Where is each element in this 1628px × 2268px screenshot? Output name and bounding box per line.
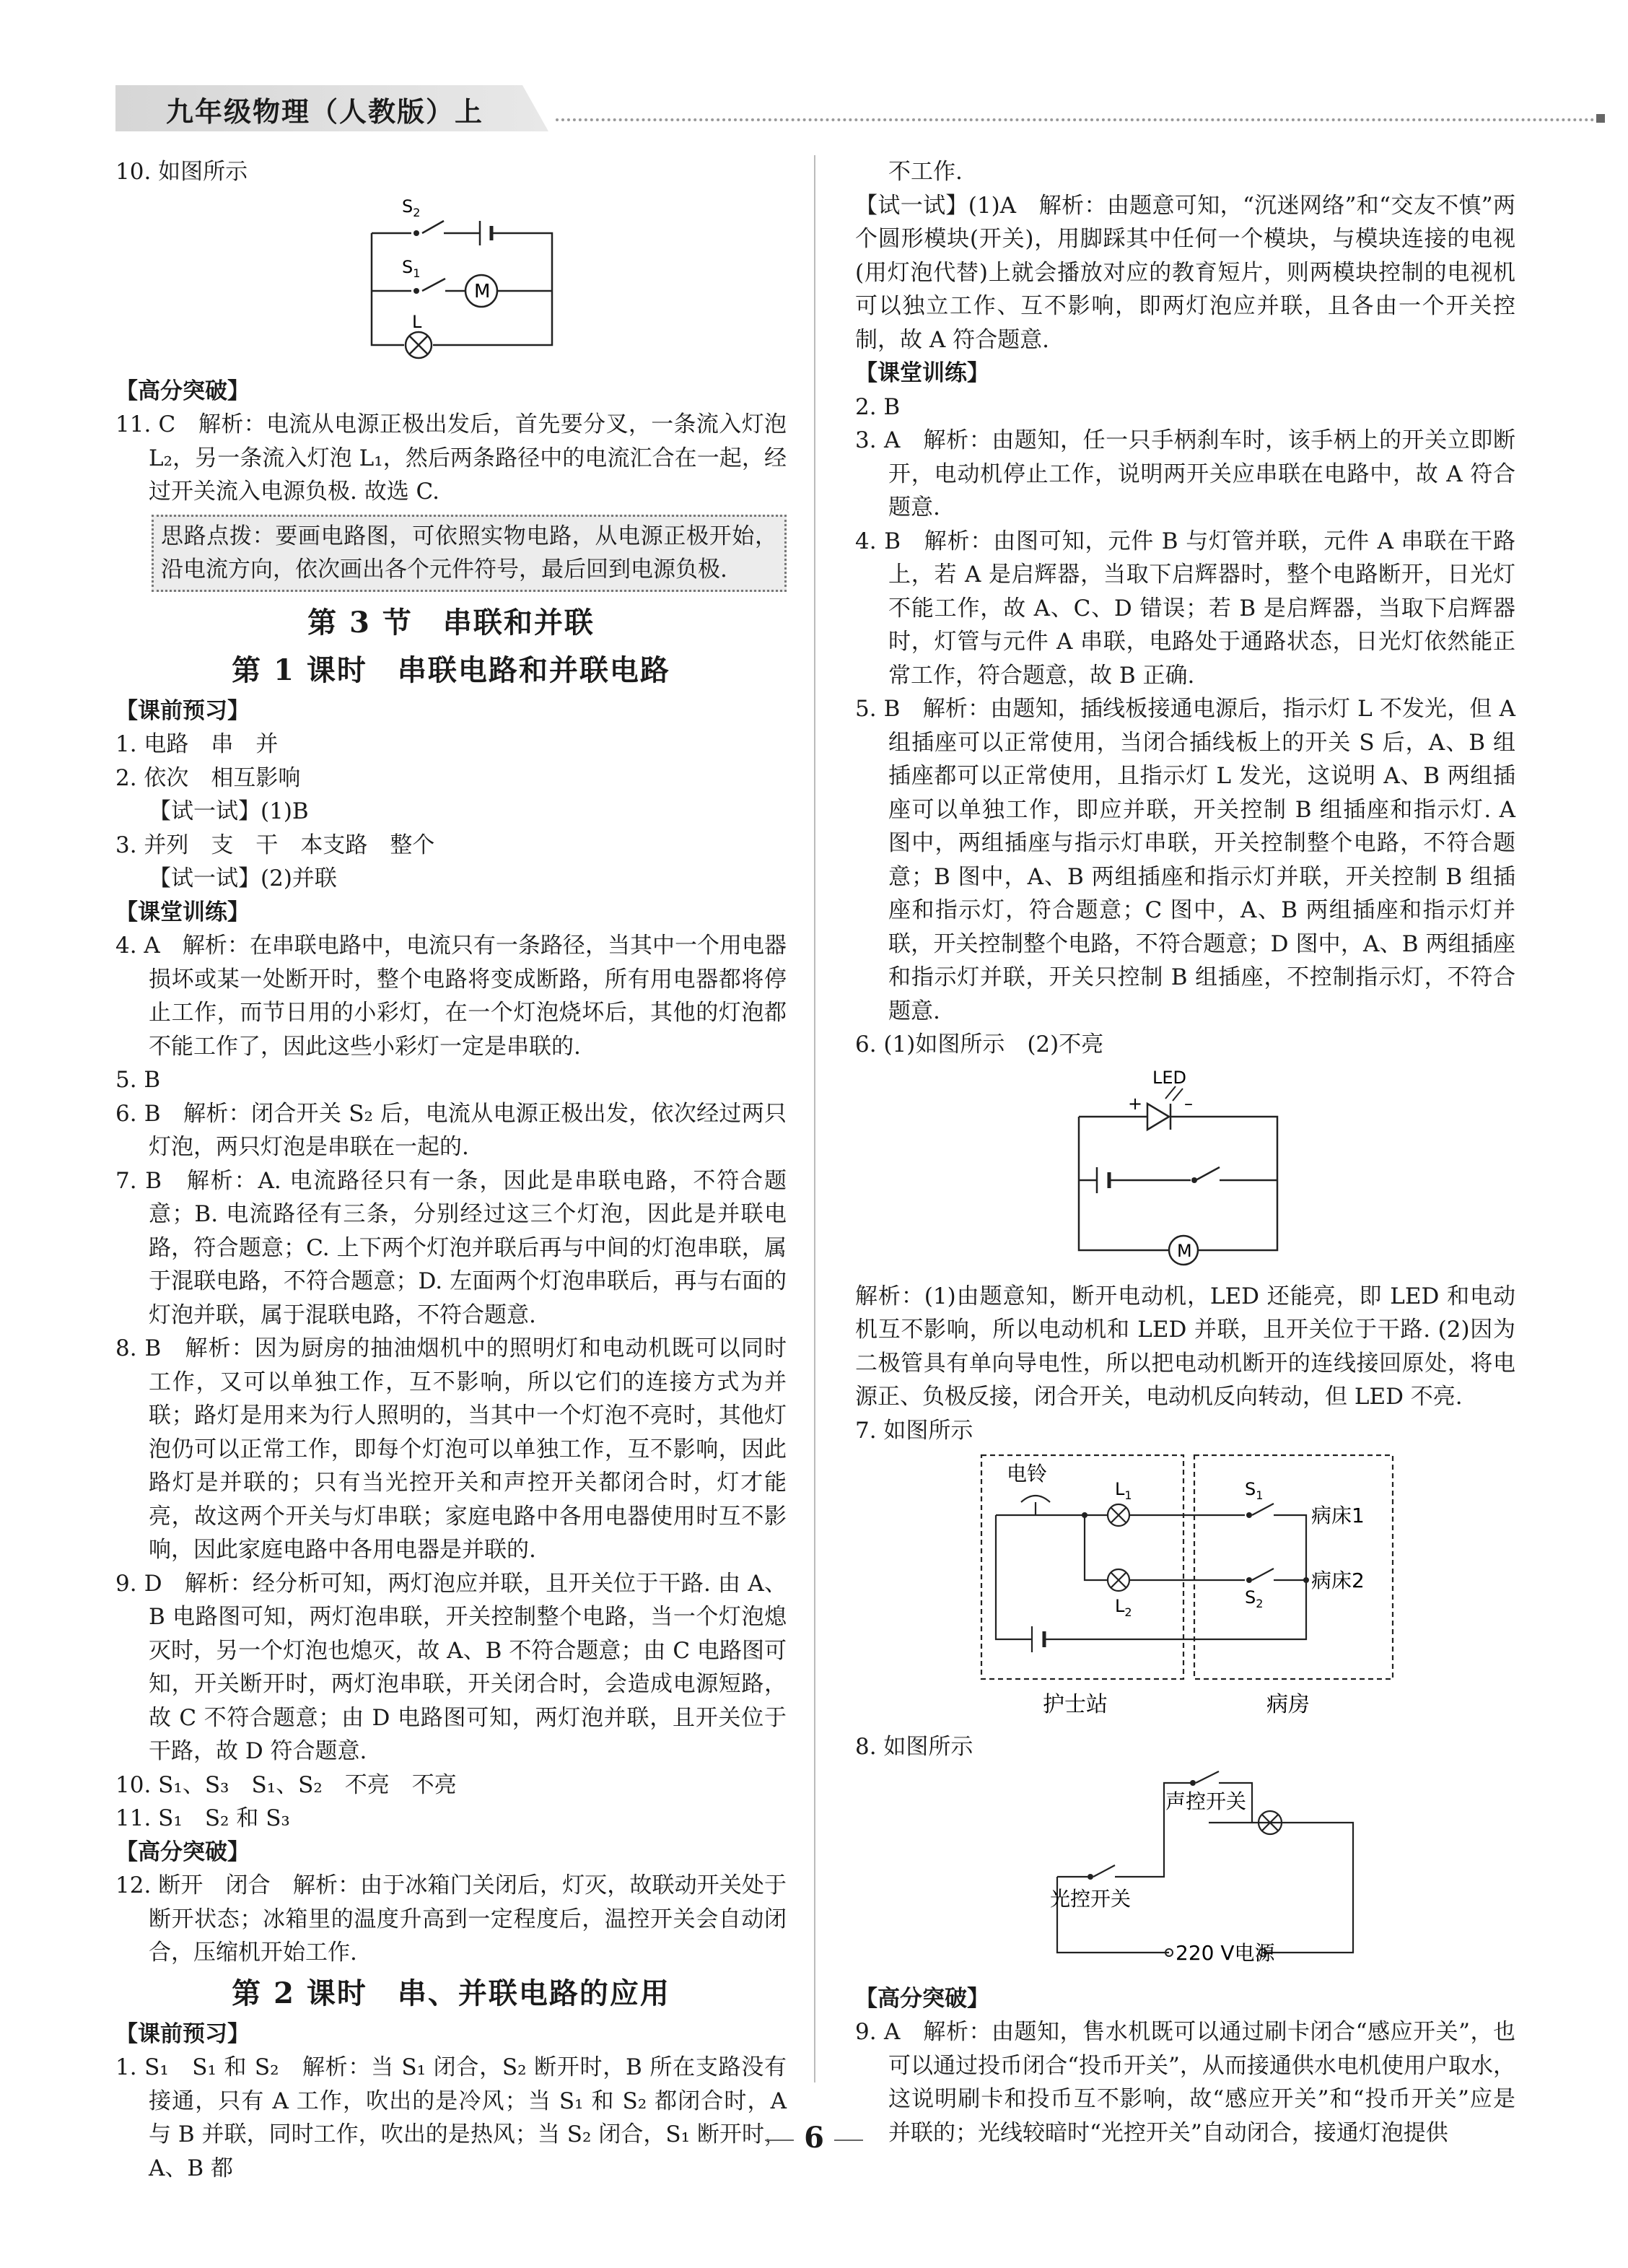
- wire: [1170, 1117, 1277, 1250]
- section-title-3: 第 3 节 串联和并联: [307, 605, 595, 640]
- wire: [1079, 1117, 1169, 1250]
- switch-s1-blade: [1252, 1504, 1274, 1515]
- label-sound-switch: 声控开关: [1165, 1789, 1247, 1813]
- label-light-switch: 光控开关: [1050, 1886, 1132, 1911]
- section-tag-high-score-r: 【高分突破】: [855, 1985, 989, 2012]
- answer-r3: 3. A 解析：由题知，任一只手柄刹车时，该手柄上的开关立即断开，电动机停止工作，说明两开关应串联在电路中，故 A 符合题意.: [855, 427, 1515, 520]
- switch-contact: [1246, 1512, 1252, 1518]
- figure-6-circuit: [1072, 1066, 1515, 1275]
- answer-5: 5. B: [115, 1067, 161, 1093]
- left-column: [115, 155, 787, 2185]
- answer-10b: 10. S₁、S₃ S₁、S₂ 不亮 不亮: [115, 1771, 457, 1798]
- lesson-title-2: 第 2 课时 串、并联电路的应用: [232, 1976, 670, 2010]
- ward-box: [1194, 1455, 1393, 1679]
- label-bell: 电铃: [1007, 1462, 1048, 1486]
- answer-r5: 5. B 解析：由题知，插线板接通电源后，指示灯 L 不发光，但 A 组插座可以正常使用，当闭合插线板上的开关 S 后，A、B 组插座都可以正常使用，且指示灯 L 发光，这说明 A、B 两组插座可以单独工作，即应并联，开关控制 B 组插座和指示灯. A 图中，两组插座与指示灯串联，开关控制整个电路，不符合题意；B 图中，A、B 两组插座和指示灯并联，开关控制 B 组插座和指示灯，符合题意；C 图中，A、B 两组插座和指示灯并联，开关控制整个电路，不符合题意；D 图中，A、B 两组插座和指示灯并联，开关只控制 B 组插座，不控制指示灯，不符合题意.: [855, 696, 1515, 1024]
- circuit-diagram-8: [1043, 1768, 1360, 1978]
- page-number-value: 6: [804, 2121, 824, 2155]
- label-l2: $L_2$: [1115, 1596, 1132, 1619]
- try-it-1: 【试一试】(1)B: [149, 798, 309, 824]
- answer-r7: 7. 如图所示: [855, 1417, 973, 1444]
- section-tag-preview-2: 【课前预习】: [115, 2020, 250, 2047]
- tip-box: 思路点拨：要画电路图，可依照实物电路，从电源正极开始，沿电流方向，依次画出各个元件符号，最后回到电源负极.: [152, 515, 787, 592]
- answer-r8: 8. 如图所示: [855, 1734, 973, 1760]
- led-arrows: [1165, 1086, 1183, 1101]
- label-s1: $S_1$: [402, 256, 421, 280]
- light-switch-blade: [1093, 1865, 1115, 1877]
- switch-contact: [1191, 1177, 1197, 1183]
- label-ward: 病房: [1266, 1692, 1310, 1717]
- try-it-2: 【试一试】(2)并联: [149, 865, 337, 891]
- section-tag-high-score-2: 【高分突破】: [115, 1839, 250, 1865]
- bell-base: [996, 1502, 1085, 1515]
- switch-contact: [413, 230, 419, 236]
- label-led: LED: [1152, 1067, 1187, 1088]
- circuit-diagram-7: [978, 1452, 1396, 1726]
- label-s1: $S_1$: [1245, 1479, 1264, 1502]
- circuit-diagram-6: [1072, 1066, 1288, 1275]
- answer-p1: 1. 电路 串 并: [115, 731, 279, 757]
- label-minus: –: [1184, 1093, 1193, 1114]
- section-tag-classroom: 【课堂训练】: [115, 899, 250, 925]
- junction-dot: [1082, 1512, 1087, 1518]
- answer-7: 7. B 解析：A. 电流路径只有一条，因此是串联电路，不符合题意；B. 电流路径有三条，分别经过这三个灯泡，因此是并联电路，符合题意；C. 上下两个灯泡并联后再与中间的灯泡串联，属于混联电路，不符合题意；D. 左面两个灯泡串联后，再与右面的灯泡并联，属于混联电路，不符合题意.: [115, 1167, 787, 1328]
- switch-blade: [1196, 1167, 1220, 1180]
- answer-p2: 2. 依次 相互影响: [115, 764, 301, 791]
- lamp-l2-cross: [1111, 1572, 1126, 1588]
- label-motor: M: [474, 280, 491, 302]
- switch-s2-blade: [422, 221, 444, 233]
- answer-r6-explanation: 解析：(1)由题意知，断开电动机，LED 还能亮，即 LED 和电动机互不影响，所以电动机和 LED 并联，且开关位于干路. (2)因为二极管具有单向导电性，所以把电动机断开的连线接回原处，将电源正、负极反接，闭合开关，电动机反向转动，但 LED 不亮.: [855, 1283, 1515, 1410]
- label-power: 220 V电源: [1176, 1940, 1275, 1965]
- page-number: [750, 2121, 878, 2155]
- continuation-text: 不工作.: [888, 159, 963, 185]
- wire: [1209, 1823, 1353, 1953]
- answer-12: 12. 断开 闭合 解析：由于冰箱门关闭后，灯灭，故联动开关处于断开状态；冰箱里的温度升高到一定程度后，温控开关会自动闭合，压缩机开始工作.: [115, 1872, 787, 1966]
- figure-8-circuit: [1043, 1768, 1515, 1978]
- dash-right: [834, 2140, 863, 2141]
- junction-dot: [1303, 1577, 1309, 1583]
- switch-s2-blade: [1252, 1569, 1274, 1580]
- section-tag-high-score: 【高分突破】: [115, 378, 250, 404]
- answer-6: 6. B 解析：闭合开关 S₂ 后，电流从电源正极出发，依次经过两只灯泡，两只灯泡是串联在一起的.: [115, 1100, 787, 1160]
- label-l1: $L_1$: [1115, 1479, 1132, 1502]
- answer-1b: 1. S₁ S₁ 和 S₂ 解析：当 S₁ 闭合，S₂ 断开时，B 所在支路没有接通，只有 A 工作，吹出的是冷风；当 S₁ 和 S₂ 都闭合时，A 与 B 并联，同时工作，吹出的是热风；当 S₂ 闭合，S₁ 断开时，A、B 都: [115, 2054, 787, 2181]
- answer-11: 11. C 解析：电流从电源正极出发后，首先要分叉，一条流入灯泡 L₂，另一条流入灯泡 L₁，然后两条路径中的电流汇合在一起，经过开关流入电源负极. 故选 C.: [115, 411, 787, 505]
- lamp-cross: [409, 336, 428, 354]
- label-nurse-station: 护士站: [1043, 1692, 1108, 1717]
- label-bed2: 病床2: [1311, 1569, 1365, 1592]
- switch-contact: [1190, 1780, 1196, 1786]
- right-column: [855, 155, 1515, 2150]
- wire: [1274, 1515, 1306, 1580]
- switch-contact: [1087, 1874, 1093, 1880]
- answer-r2: 2. B: [855, 393, 901, 420]
- switch-s1-blade: [422, 279, 445, 291]
- lamp-l1-cross: [1111, 1507, 1126, 1523]
- wire: [433, 233, 552, 345]
- label-motor: M: [1177, 1240, 1192, 1261]
- label-lamp: L: [412, 311, 422, 332]
- header-title: 九年级物理（人教版）上: [166, 95, 484, 128]
- answer-10-head: 10. 如图所示: [115, 159, 248, 185]
- figure-7-circuit: [978, 1452, 1515, 1726]
- answer-r4: 4. B 解析：由图可知，元件 B 与灯管并联，元件 A 串联在干路上，若 A 是启辉器，当取下启辉器时，整个电路断开，日光灯不能工作，故 A、C、D 错误；若 B 是启辉器，当取下启辉器时，灯管与元件 A 串联，电路处于通路状态，日光灯依然能正常工作，符合题意，故 B 正确.: [855, 528, 1515, 689]
- section-tag-preview: 【课前预习】: [115, 697, 250, 724]
- header-dotted-rule: [556, 118, 1595, 121]
- answer-4: 4. A 解析：在串联电路中，电流只有一条路径，当其中一个用电器损坏或某一处断开时，整个电路将变成断路，所有用电器都将停止工作，而节日用的小彩灯，在一个灯泡烧坏后，其他的灯泡都不能工作了，因此这些小彩灯一定是串联的.: [115, 933, 787, 1060]
- dash-left: [765, 2140, 794, 2141]
- led-triangle: [1147, 1104, 1169, 1130]
- answer-r6: 6. (1)如图所示 (2)不亮: [855, 1031, 1104, 1057]
- label-s2: $S_2$: [402, 196, 421, 219]
- switch-contact: [1246, 1577, 1252, 1583]
- lesson-title-1: 第 1 课时 串联电路和并联电路: [232, 653, 670, 687]
- page-header: [115, 85, 1501, 131]
- wire: [1044, 1580, 1306, 1639]
- answer-p3: 3. 并列 支 干 本支路 整个: [115, 832, 435, 858]
- label-s2: $S_2$: [1245, 1587, 1264, 1610]
- figure-10-circuit: [364, 193, 787, 370]
- answer-8: 8. B 解析：因为厨房的抽油烟机中的照明灯和电动机既可以同时工作，又可以单独工作，互不影响，所以它们的连接方式为并联；路灯是用来为行人照明的，当其中一个灯泡不亮时，其他灯泡仍可以正常工作，即每个灯泡可以单独工作，互不影响，因此路灯是并联的；只有当光控开关和声控开关都闭合时，灯才能亮，故这两个开关与灯串联；家庭电路中各用电器使用时互不影响，因此家庭电路中各用电器是并联的.: [115, 1335, 787, 1563]
- wire: [1085, 1515, 1108, 1580]
- sound-switch-blade: [1196, 1771, 1219, 1783]
- header-square-mark: [1596, 114, 1605, 123]
- label-bed1: 病床1: [1311, 1504, 1365, 1527]
- wire: [996, 1515, 1032, 1639]
- circuit-diagram-10: [364, 193, 581, 370]
- column-divider: [814, 155, 815, 2082]
- answer-r9: 9. A 解析：由题知，售水机既可以通过刷卡闭合“感应开关”，也可以通过投币闭合“投币开关”，从而接通供水电机使用户取水，这说明刷卡和投币互不影响，故“感应开关”和“投币开关”应是并联的；光线较暗时“光控开关”自动闭合，接通灯泡提供: [855, 2019, 1515, 2146]
- bell-dome: [1021, 1496, 1050, 1502]
- answer-9: 9. D 解析：经分析可知，两灯泡应并联，且开关位于干路. 由 A、B 电路图可知，两灯泡串联，开关控制整个电路，当一个灯泡熄灭时，另一个灯泡也熄灭，故 A、B 不符合题意；由 C 电路图可知，开关断开时，两灯泡串联，开关闭合时，会造成电源短路，故 C 不符合题意；由 D 电路图可知，两灯泡并联，且开关位于干路，故 D 符合题意.: [115, 1570, 787, 1764]
- nurse-station-box: [981, 1455, 1183, 1679]
- switch-contact: [413, 288, 419, 294]
- section-tag-classroom-r: 【课堂训练】: [855, 360, 989, 386]
- label-plus: +: [1128, 1093, 1143, 1114]
- answer-11b: 11. S₁ S₂ 和 S₃: [115, 1805, 290, 1831]
- try-it-answer: 【试一试】(1)A 解析：由题意可知，“沉迷网络”和“交友不慎”两个圆形模块(开关)，用脚踩其中任何一个模块，与模块连接的电视(用灯泡代替)上就会播放对应的教育短片，则两模块控制的电视机可以独立工作、互不影响，即两灯泡应并联，且各由一个开关控制，故 A 符合题意.: [855, 192, 1515, 353]
- wire: [372, 233, 404, 345]
